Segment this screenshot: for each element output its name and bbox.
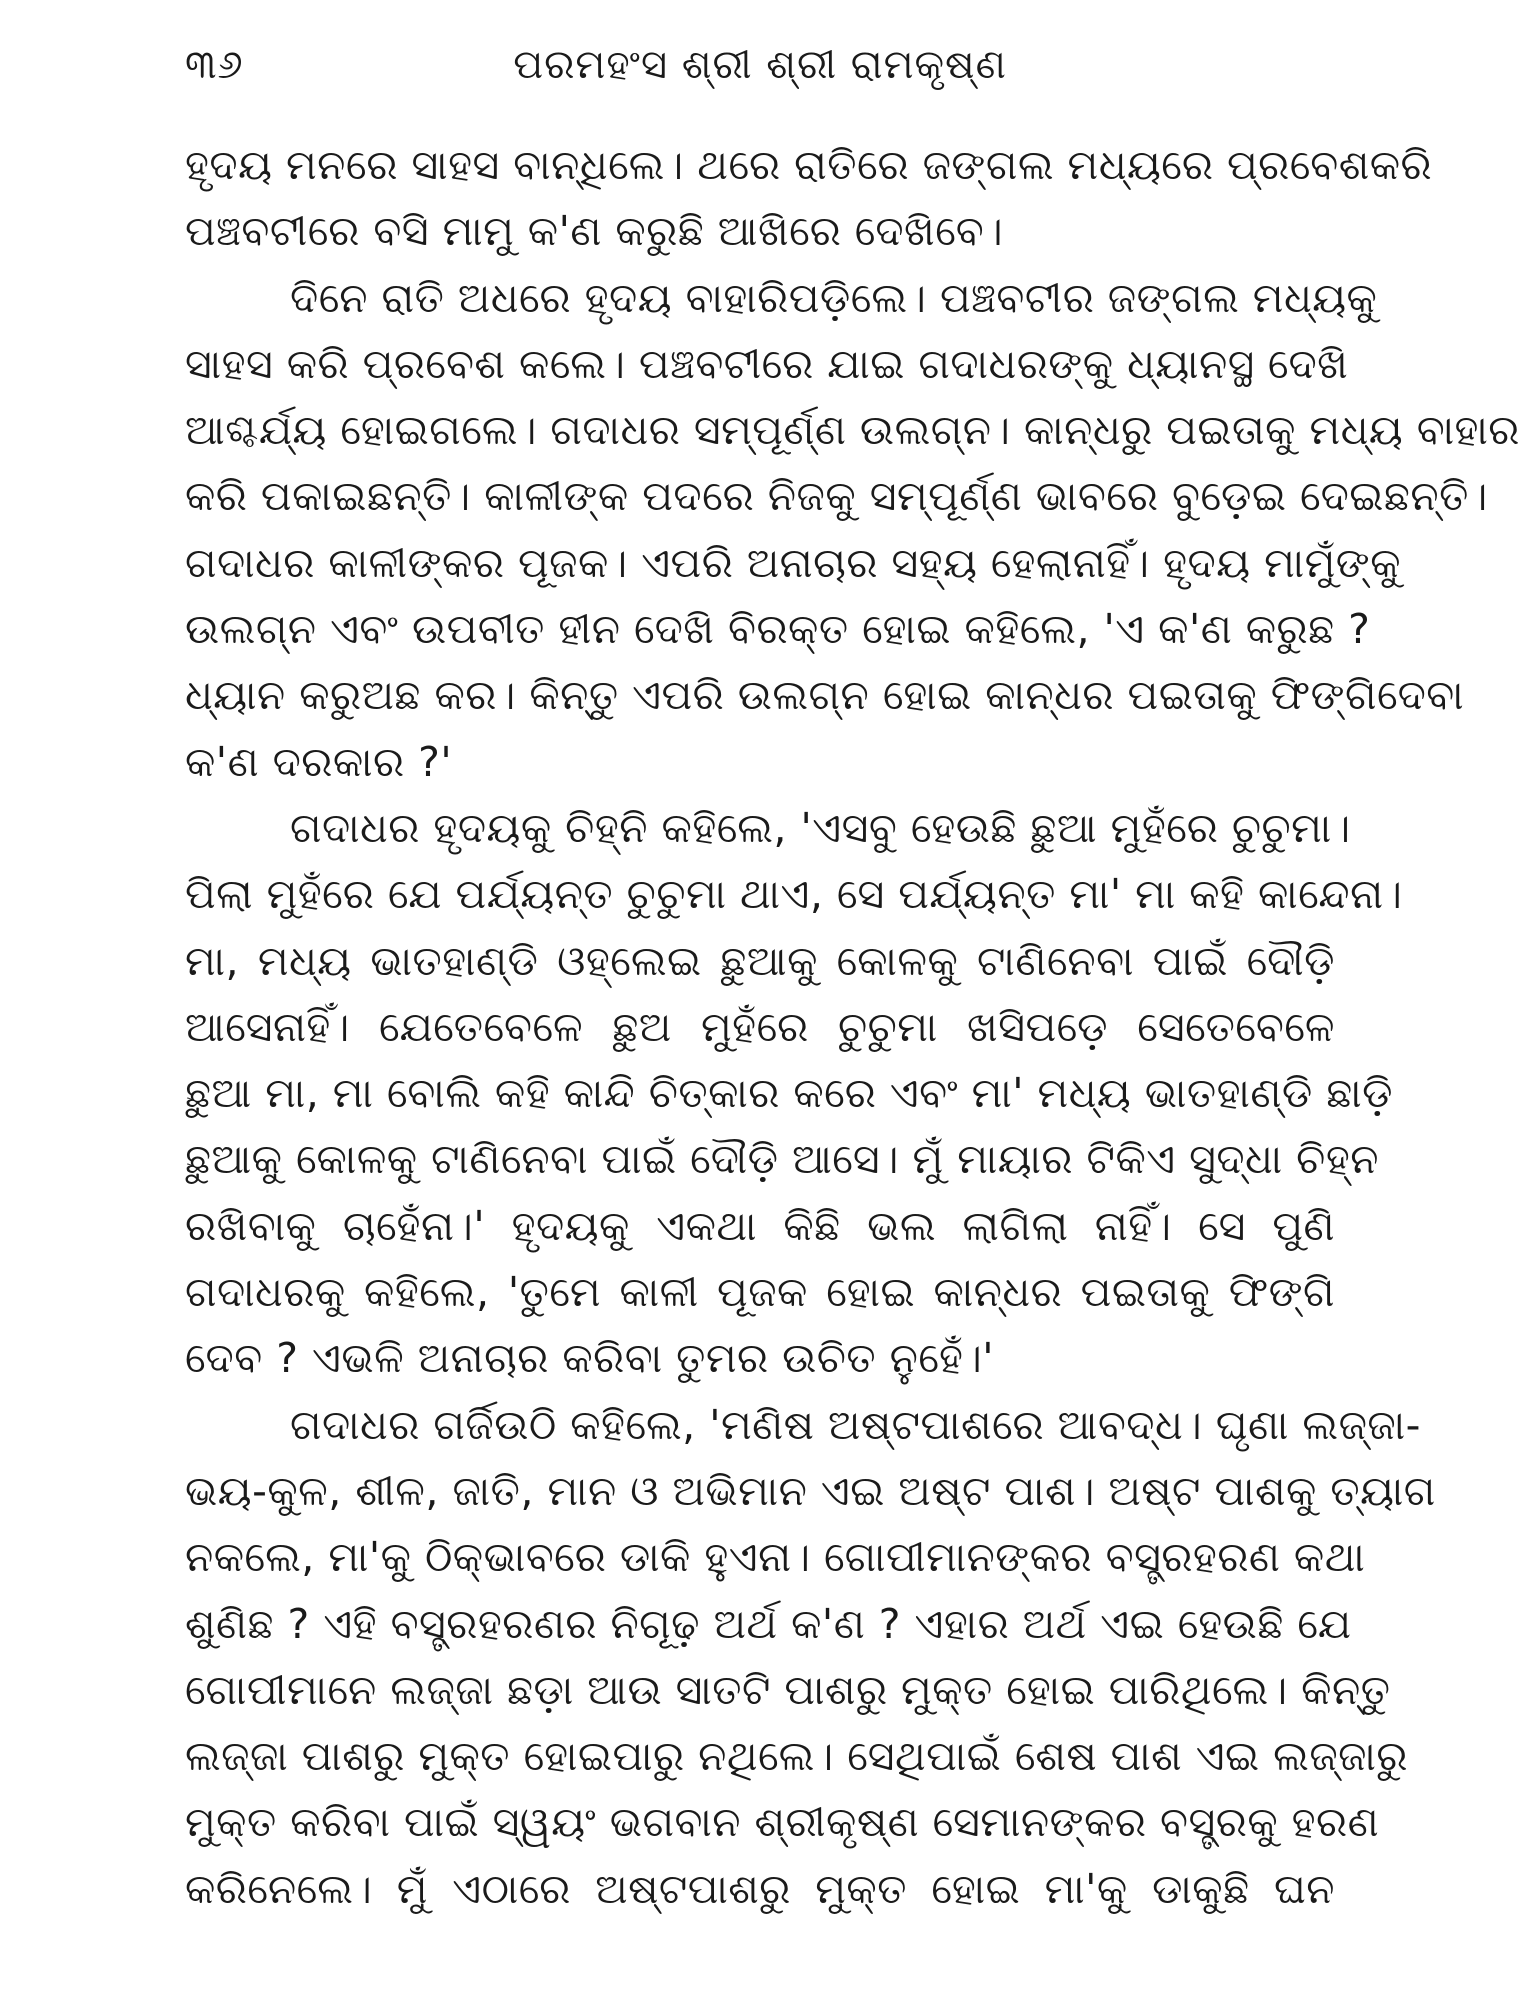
text-line: ରଖିବାକୁ ଚାହେଁନା।' ହୃଦୟକୁ ଏକଥା କିଛି ଭଲ ଲାଗିଲା ନାହିଁ। ସେ ପୁଣି xyxy=(185,1201,1335,1250)
text-line: ପଞ୍ଚବଟୀରେ ବସି ମାମୁ କ'ଣ କରୁଛି ଆଖିରେ ଦେଖିବେ। xyxy=(185,207,1004,256)
text-line: ଛୁଆ ମା, ମା ବୋଲି କହି କାନ୍ଦି ଚିତ୍କାର କରେ ଏବଂ ମା' ମଧ୍ୟ ଭାତହାଣ୍ଡି ଛାଡ଼ି xyxy=(185,1069,1394,1118)
text-line: ଦେବ ? ଏଭଳି ଅନାଚାର କରିବା ତୁମର ଉଚିତ ନୁହେଁ।' xyxy=(185,1334,995,1383)
text-line: ଛୁଆକୁ କୋଳକୁ ଟାଣିନେବା ପାଇଁ ଦୌଡ଼ି ଆସେ। ମୁଁ ମାୟାର ଟିକିଏ ସୁଦ୍ଧା ଚିହ୍ନ xyxy=(185,1135,1379,1184)
text-line: ଗଦାଧର ଗର୍ଜିଉଠି କହିଲେ, 'ମଣିଷ ଅଷ୍ଟପାଶରେ ଆବଦ୍ଧ। ଘୃଣା ଲଜ୍ଜା- xyxy=(290,1400,1421,1449)
text-line: ନକଲେ, ମା'କୁ ଠିକ୍‌ଭାବରେ ଡାକି ହୁଏନା। ଗୋପୀମାନଙ୍କର ବସ୍ତ୍ରହରଣ କଥା xyxy=(185,1533,1366,1582)
text-line: ଉଲଗ୍ନ ଏବଂ ଉପବୀତ ହୀନ ଦେଖି ବିରକ୍ତ ହୋଇ କହିଲେ, 'ଏ କ'ଣ କରୁଛ ? xyxy=(185,605,1371,654)
running-title: ପରମହଂସ ଶ୍ରୀ ଶ୍ରୀ ରାମକୃଷ୍ଣ xyxy=(513,42,1007,88)
text-line: ପିଲା ମୁହଁରେ ଯେ ପର୍ଯ୍ୟନ୍ତ ଚୁଚୁମା ଥାଏ, ସେ ପର୍ଯ୍ୟନ୍ତ ମା' ମା କହି କାନ୍ଦେନା। xyxy=(185,870,1403,919)
text-line: କରି ପକାଇଛନ୍ତି। କାଳୀଙ୍କ ପଦରେ ନିଜକୁ ସମ୍ପୂର୍ଣ୍ଣ ଭାବରେ ବୁଡ଼େଇ ଦେଇଛନ୍ତି। xyxy=(185,472,1488,521)
text-line: ଲଜ୍ଜା ପାଶରୁ ମୁକ୍ତ ହୋଇପାରୁ ନଥିଲେ। ସେଥିପାଇଁ ଶେଷ ପାଶ ଏଇ ଲଜ୍ଜାରୁ xyxy=(185,1732,1408,1781)
text-line: ଗଦାଧର ହୃଦୟକୁ ଚିହ୍ନି କହିଲେ, 'ଏସବୁ ହେଉଛି ଛୁଆ ମୁହଁରେ ଚୁଚୁମା। xyxy=(290,803,1351,852)
text-line: ଭୟ-କୁଳ, ଶୀଳ, ଜାତି, ମାନ ଓ ଅଭିମାନ ଏଇ ଅଷ୍ଟ ପାଶ। ଅଷ୍ଟ ପାଶକୁ ତ୍ୟାଗ xyxy=(185,1466,1436,1515)
text-line: କରିନେଲେ। ମୁଁ ଏଠାରେ ଅଷ୍ଟପାଶରୁ ମୁକ୍ତ ହୋଇ ମା'କୁ ଡାକୁଛି ଘନ xyxy=(185,1864,1335,1913)
text-line: ଆସେନାହିଁ। ଯେତେବେଳେ ଛୁଅ ମୁହଁରେ ଚୁଚୁମା ଖସିପଡ଼େ ସେତେବେଳେ xyxy=(185,1002,1335,1051)
text-line: ଧ୍ୟାନ କରୁଅଛ କର। କିନ୍ତୁ ଏପରି ଉଲଗ୍ନ ହୋଇ କାନ୍ଧର ପଇତାକୁ ଫିଙ୍ଗିଦେବା xyxy=(185,671,1465,720)
page-number: ୩୬ xyxy=(185,42,244,88)
body-text xyxy=(185,132,1520,1922)
text-line: ଆଶ୍ଚର୍ଯ୍ୟ ହୋଇଗଲେ। ଗଦାଧର ସମ୍ପୂର୍ଣ୍ଣ ଉଲଗ୍ନ। କାନ୍ଧରୁ ପଇତାକୁ ମଧ୍ୟ ବାହାର xyxy=(185,406,1520,455)
text-line: ସାହସ କରି ପ୍ରବେଶ କଲେ। ପଞ୍ଚବଟୀରେ ଯାଇ ଗଦାଧରଙ୍କୁ ଧ୍ୟାନସ୍ଥ ଦେଖି xyxy=(185,339,1349,388)
text-line: ହୃଦୟ ମନରେ ସାହସ ବାନ୍ଧିଲେ। ଥରେ ରାତିରେ ଜଙ୍ଗଲ ମଧ୍ୟରେ ପ୍ରବେଶକରି xyxy=(185,141,1433,189)
text-line: ମୁକ୍ତ କରିବା ପାଇଁ ସ୍ୱୟଂ ଭଗବାନ ଶ୍ରୀକୃଷ୍ଣ ସେମାନଙ୍କର ବସ୍ତ୍ରକୁ ହରଣ xyxy=(185,1798,1380,1847)
text-line: ଗଦାଧରକୁ କହିଲେ, 'ତୁମେ କାଳୀ ପୂଜକ ହୋଇ କାନ୍ଧର ପଇତାକୁ ଫିଙ୍ଗି xyxy=(185,1268,1335,1317)
text-line: ଗୋପୀମାନେ ଲଜ୍ଜା ଛଡ଼ା ଆଉ ସାତଟି ପାଶରୁ ମୁକ୍ତ ହୋଇ ପାରିଥିଲେ। କିନ୍ତୁ xyxy=(185,1665,1391,1714)
page-header xyxy=(185,30,1335,100)
text-line: ଶୁଣିଛ ? ଏହି ବସ୍ତ୍ରହରଣର ନିଗୂଢ଼ ଅର୍ଥ କ'ଣ ? ଏହାର ଅର୍ଥ ଏଇ ହେଉଛି ଯେ xyxy=(185,1599,1352,1648)
text-line: ଦିନେ ରାତି ଅଧରେ ହୃଦୟ ବାହାରିପଡ଼ିଲେ। ପଞ୍ଚବଟୀର ଜଙ୍ଗଲ ମଧ୍ୟକୁ xyxy=(290,273,1378,322)
text-line: କ'ଣ ଦରକାର ?' xyxy=(185,737,453,786)
text-line: ମା, ମଧ୍ୟ ଭାତହାଣ୍ଡି ଓହ୍ଲେଇ ଛୁଆକୁ କୋଳକୁ ଟାଣିନେବା ପାଇଁ ଦୌଡ଼ି xyxy=(185,936,1335,985)
text-line: ଗଦାଧର କାଳୀଙ୍କର ପୂଜକ। ଏପରି ଅନାଚାର ସହ୍ୟ ହେଲାନାହିଁ। ହୃଦୟ ମାମୁଁଙ୍କୁ xyxy=(185,538,1402,587)
